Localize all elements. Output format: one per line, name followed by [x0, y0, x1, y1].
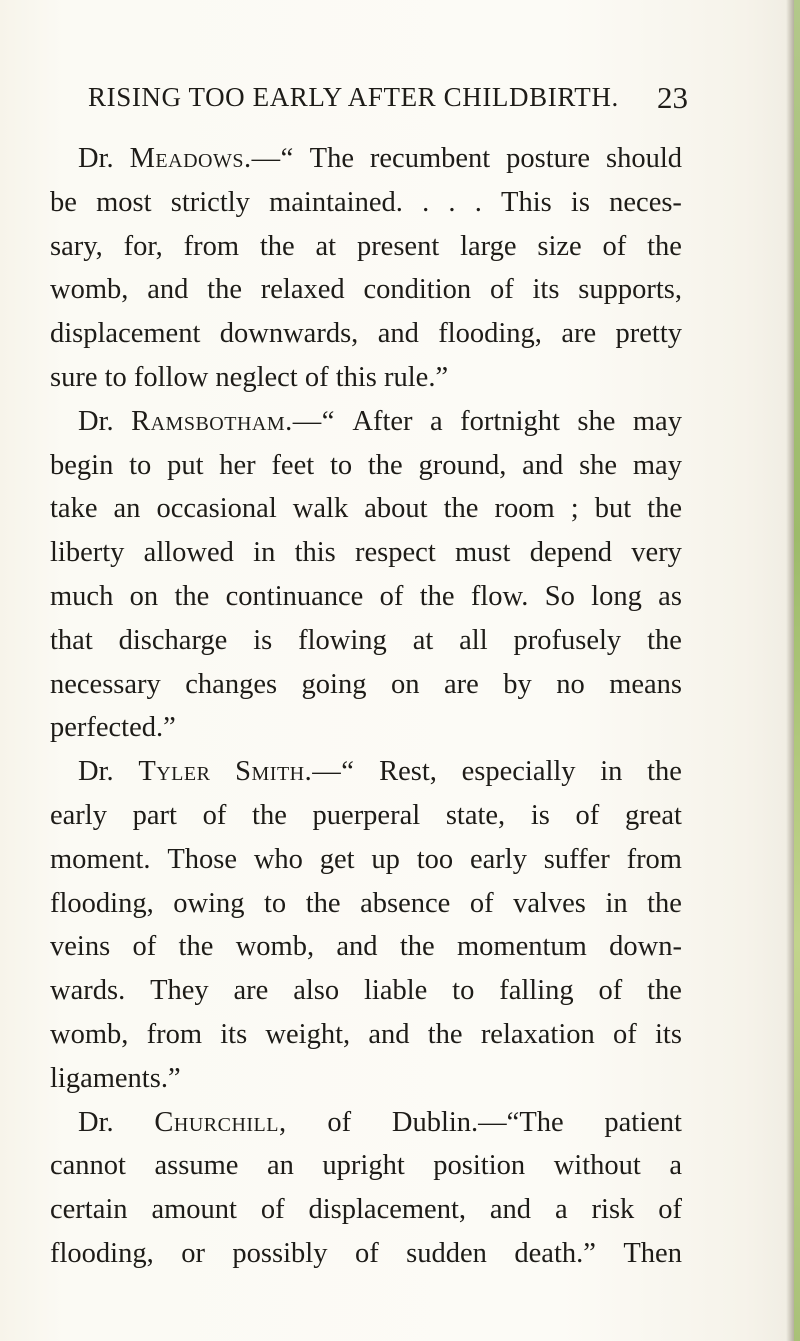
word: occasional [156, 493, 277, 525]
page-number: 23 [657, 80, 688, 115]
word: of [658, 1194, 682, 1226]
word: the [647, 624, 682, 656]
word: may [632, 405, 682, 437]
text-line [50, 225, 682, 269]
word: the [174, 580, 210, 612]
word: its [532, 274, 560, 306]
text-line [50, 750, 682, 794]
word: in [600, 756, 623, 788]
text-line [50, 487, 682, 531]
word: for, [123, 230, 163, 262]
text-line [50, 531, 682, 575]
word: feet [271, 449, 315, 481]
word: ligaments.” [50, 1062, 181, 1094]
word: but [594, 493, 632, 525]
word: womb, [50, 1018, 129, 1050]
word: also [293, 975, 340, 1007]
word: So [544, 580, 575, 612]
word: the [647, 756, 682, 788]
word: by [503, 668, 532, 700]
word: of [132, 931, 157, 963]
word: are [233, 975, 269, 1007]
word: from [183, 230, 240, 262]
word: of [354, 1237, 379, 1269]
word: of [327, 1106, 352, 1138]
word: Dr. [78, 143, 114, 174]
word: necessary [50, 668, 161, 700]
word: as [658, 580, 682, 612]
word: from [146, 1018, 203, 1050]
word: changes [185, 668, 278, 700]
word: and [368, 1018, 410, 1050]
text-line [50, 969, 682, 1013]
word: suffer [543, 843, 610, 875]
word: to [329, 449, 353, 481]
text-line [50, 619, 682, 663]
word: womb, [235, 931, 315, 963]
word: downwards, [219, 318, 359, 350]
word: the [305, 887, 341, 919]
word: allowed [143, 537, 234, 569]
word: of [489, 274, 514, 306]
word: the [399, 931, 435, 963]
word: The [309, 143, 354, 174]
word: in [253, 537, 276, 569]
word: a [554, 1194, 568, 1226]
word: this [294, 537, 336, 569]
word: to [452, 975, 475, 1007]
word: strictly [170, 186, 250, 218]
text-line [50, 181, 682, 225]
word: begin [50, 449, 114, 481]
word: all [459, 624, 488, 656]
word: valves [513, 887, 586, 919]
word: neces- [609, 186, 682, 218]
word: the [647, 975, 682, 1007]
word: take [50, 493, 98, 525]
word: fortnight [460, 405, 560, 437]
word: flooding, [438, 318, 542, 350]
speaker-name: Tyler [138, 756, 211, 788]
word: upright [322, 1150, 405, 1182]
word: its [220, 1018, 248, 1050]
word: the [647, 230, 682, 262]
word: on [390, 668, 420, 700]
word: absence [360, 887, 451, 919]
word: an [266, 1150, 294, 1182]
word: risk [591, 1194, 635, 1226]
word: she [579, 449, 618, 481]
text-line [50, 312, 682, 356]
word: she [577, 405, 616, 437]
word: her [219, 449, 256, 481]
word: After [352, 405, 413, 437]
word: flow. [470, 580, 529, 612]
word: part [132, 799, 177, 831]
word: Dr. [78, 405, 114, 437]
word: and [489, 1194, 532, 1226]
word: profusely [513, 624, 622, 656]
text-line [50, 1144, 682, 1188]
word: must [455, 537, 511, 569]
word: and [522, 449, 564, 481]
word: displacement [50, 318, 201, 350]
word: owing [173, 887, 245, 919]
word: or [181, 1237, 205, 1269]
word: on [129, 580, 159, 612]
text-line [50, 1188, 682, 1232]
word: . [422, 186, 430, 218]
word: to [129, 449, 152, 481]
word: of [260, 1194, 285, 1226]
text-line [50, 882, 682, 926]
speaker-name: Smith.—“ [235, 756, 355, 788]
word: walk [292, 493, 349, 525]
word: flooding, [50, 1237, 154, 1269]
word: of [202, 799, 227, 831]
word: room [494, 493, 555, 525]
word: the [443, 493, 479, 525]
word: pretty [615, 318, 682, 350]
word: especially [461, 756, 576, 788]
word: present [356, 230, 440, 262]
text-line [50, 794, 682, 838]
text-line [50, 663, 682, 707]
word: ; [570, 493, 579, 525]
running-head-title: RISING TOO EARLY AFTER CHILDBIRTH. [88, 82, 619, 112]
text-line [50, 1101, 682, 1145]
word: the [259, 230, 295, 262]
word: wards. [50, 975, 126, 1007]
word: a [669, 1150, 682, 1182]
word: are [561, 318, 597, 350]
text-line [50, 1057, 682, 1101]
word: a [430, 405, 443, 437]
word: weight, [265, 1018, 351, 1050]
word: Then [623, 1237, 682, 1269]
word: the [367, 449, 403, 481]
word: the [647, 493, 682, 525]
word: sary, [50, 230, 103, 262]
word: get [319, 843, 355, 875]
word: without [553, 1150, 641, 1182]
word: who [253, 843, 303, 875]
word: an [113, 493, 141, 525]
word: discharge [118, 624, 228, 656]
word: respect [355, 537, 436, 569]
word: Dublin.—“The [391, 1106, 564, 1138]
word: its [654, 1018, 682, 1050]
word: displacement, [308, 1194, 466, 1226]
word: liberty [50, 537, 125, 569]
speaker-name: Ramsbotham.—“ [131, 405, 335, 437]
text-line [50, 575, 682, 619]
word: to [264, 887, 287, 919]
word: in [605, 887, 628, 919]
word: and [377, 318, 419, 350]
word: of [469, 887, 494, 919]
word: supports, [578, 274, 682, 306]
word: of [602, 230, 627, 262]
word: of [379, 580, 404, 612]
word: flooding, [50, 887, 154, 919]
word: possibly [232, 1237, 328, 1269]
text-line [50, 925, 682, 969]
word: liable [363, 975, 428, 1007]
word: is [253, 624, 273, 656]
word: relaxation [480, 1018, 595, 1050]
word: veins [50, 931, 111, 963]
word: most [96, 186, 152, 218]
word: womb, [50, 274, 129, 306]
word: be [50, 186, 77, 218]
word: early [50, 799, 107, 831]
word: should [605, 143, 682, 174]
word: Rest, [379, 756, 437, 788]
word: amount [151, 1194, 237, 1226]
word: puerperal [312, 799, 421, 831]
page-edge-strip [794, 0, 800, 1341]
word: the [419, 580, 455, 612]
word: long [591, 580, 642, 612]
word: is [530, 799, 550, 831]
word: sudden [406, 1237, 487, 1269]
word: the [178, 931, 214, 963]
word: death.” [514, 1237, 596, 1269]
word: patient [604, 1106, 682, 1138]
word: no [556, 668, 585, 700]
text-line [50, 400, 682, 444]
word: put [167, 449, 204, 481]
word: much [50, 580, 114, 612]
word: size [537, 230, 582, 262]
word: means [609, 668, 682, 700]
word: condition [363, 274, 472, 306]
word: assume [154, 1150, 239, 1182]
word: certain [50, 1194, 128, 1226]
word: falling [499, 975, 574, 1007]
word: They [150, 975, 209, 1007]
word: the [252, 799, 287, 831]
word: down- [609, 931, 682, 963]
word: position [433, 1150, 526, 1182]
word: recumbent [369, 143, 491, 174]
word: flowing [298, 624, 387, 656]
word: depend [529, 537, 613, 569]
word: perfected.” [50, 712, 176, 744]
word: is [570, 186, 590, 218]
word: state, [445, 799, 506, 831]
word: momentum [456, 931, 587, 963]
word: Dr. [78, 756, 114, 788]
text-line [50, 356, 682, 400]
word: at [315, 230, 337, 262]
body-text [50, 137, 682, 1276]
word: early [470, 843, 527, 875]
word: from [626, 843, 682, 875]
word: continuance [225, 580, 364, 612]
word: ground, [418, 449, 507, 481]
speaker-name: Churchill, [154, 1106, 287, 1138]
text-line [50, 1013, 682, 1057]
word: . [474, 186, 482, 218]
word: of [575, 799, 600, 831]
word: moment. [50, 843, 151, 875]
word: and [147, 274, 189, 306]
running-head [88, 82, 688, 116]
word: Dr. [78, 1106, 114, 1138]
text-line [50, 706, 682, 750]
text-line [50, 838, 682, 882]
word: sure to follow neglect of this rule.” [50, 361, 449, 393]
text-line [50, 268, 682, 312]
word: This [501, 186, 552, 218]
word: about [364, 493, 428, 525]
word: large [460, 230, 517, 262]
word: very [631, 537, 682, 569]
word: too [416, 843, 454, 875]
word: posture [506, 143, 591, 174]
word: at [412, 624, 434, 656]
word: . [448, 186, 456, 218]
word: up [371, 843, 400, 875]
word: may [632, 449, 682, 481]
word: of [613, 1018, 637, 1050]
word: relaxed [260, 274, 345, 306]
word: going [301, 668, 367, 700]
word: that [50, 624, 93, 656]
text-line [50, 137, 682, 181]
speaker-name: Meadows.—“ [129, 143, 294, 174]
word: great [624, 799, 682, 831]
word: maintained. [269, 186, 403, 218]
text-line [50, 1232, 682, 1276]
word: the [647, 887, 682, 919]
word: of [598, 975, 623, 1007]
word: Those [167, 843, 238, 875]
word: are [443, 668, 479, 700]
word: the [427, 1018, 463, 1050]
word: cannot [50, 1150, 126, 1182]
word: the [207, 274, 242, 306]
word: and [336, 931, 378, 963]
text-line [50, 444, 682, 488]
